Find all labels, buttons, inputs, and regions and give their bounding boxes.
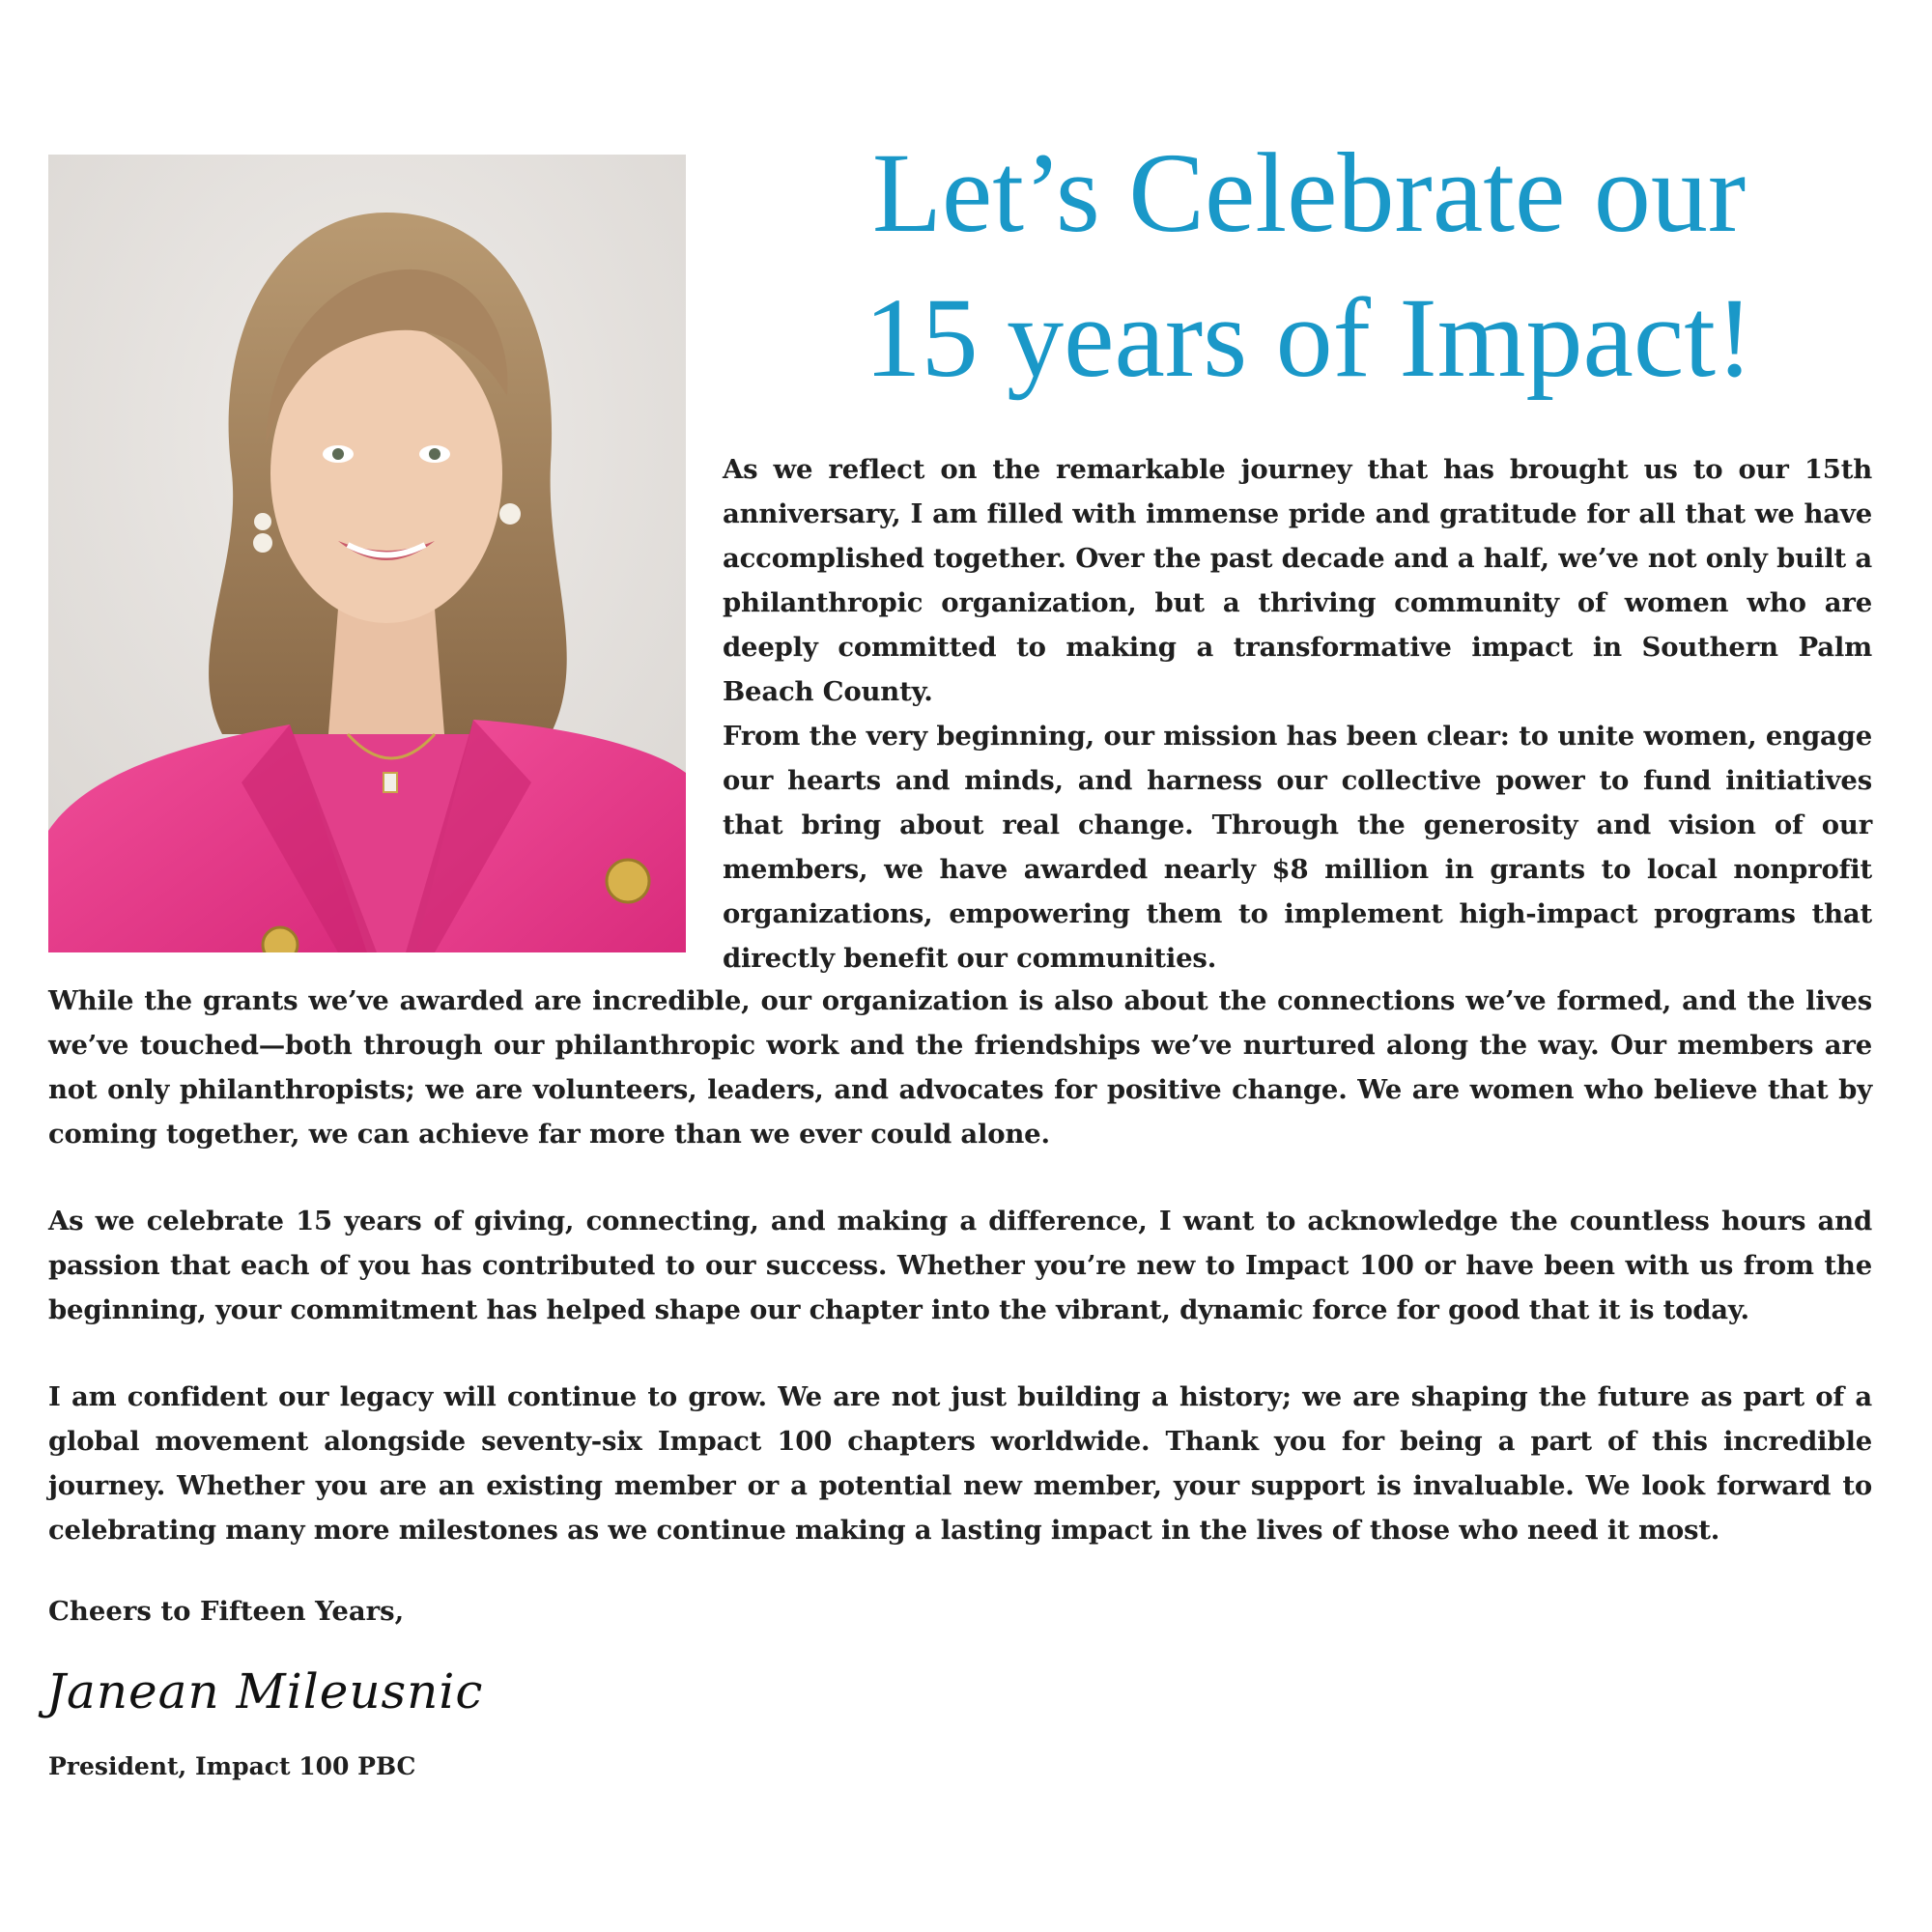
portrait-illustration: [48, 155, 686, 952]
signer-title: President, Impact 100 PBC: [48, 1752, 416, 1780]
letter-paragraph-4: As we celebrate 15 years of giving, connecting, and making a difference, I want to acknowledge the countless hours and passion that each of you has contributed to our success. Whether you’re new to Impact 100 or have been with us from the beginning, your commitment has helped shape our chapter into the vibrant, dynamic force for good that it is today.: [48, 1206, 1872, 1325]
headline-line-2: 15 years of Impact!: [864, 274, 1754, 401]
headline-line-1: Let’s Celebrate our: [871, 129, 1747, 256]
letter-paragraph-5: I am confident our legacy will continue to grow. We are not just building a history; we are shaping the future as part of a global movement alongside seventy-six Impact 100 chapters worldwide. Thank you for being a part of this incredible journey. Whether you are an existing member or a potential new member, your support is invaluable. We look forward to celebrating many more milestones as we continue making a lasting impact in the lives of those who need it most.: [48, 1381, 1872, 1546]
signature: Janean Mileusnic: [46, 1663, 484, 1719]
letter-paragraph-1: As we reflect on the remarkable journey that has brought us to our 15th anniversary, I am filled with immense pride and gratitude for all that we have accomplished together. Over the past decade and a half, we’ve not only built a philanthropic organization, but a thriving community of women who are deeply committed to making a transformative impact in Southern Palm Beach County.: [723, 454, 1872, 707]
headline: [744, 121, 1874, 411]
letter-paragraph-3: While the grants we’ve awarded are incredible, our organization is also about the connections we’ve formed, and the lives we’ve touched—both through our philanthropic work and the friendships we’ve nurtured along the way. Our members are not only philanthropists; we are volunteers, leaders, and advocates for positive change. We are women who believe that by coming together, we can achieve far more than we ever could alone.: [48, 985, 1872, 1150]
president-portrait: [48, 155, 686, 952]
letter-paragraph-2: From the very beginning, our mission has been clear: to unite women, engage our hearts and minds, and harness our collective power to fund initiatives that bring about real change. Through the generosity and vision of our members, we have awarded nearly $8 million in grants to local nonprofit organizations, empowering them to implement high-impact programs that directly benefit our communities.: [723, 721, 1872, 974]
closing-salutation: Cheers to Fifteen Years,: [48, 1596, 405, 1627]
